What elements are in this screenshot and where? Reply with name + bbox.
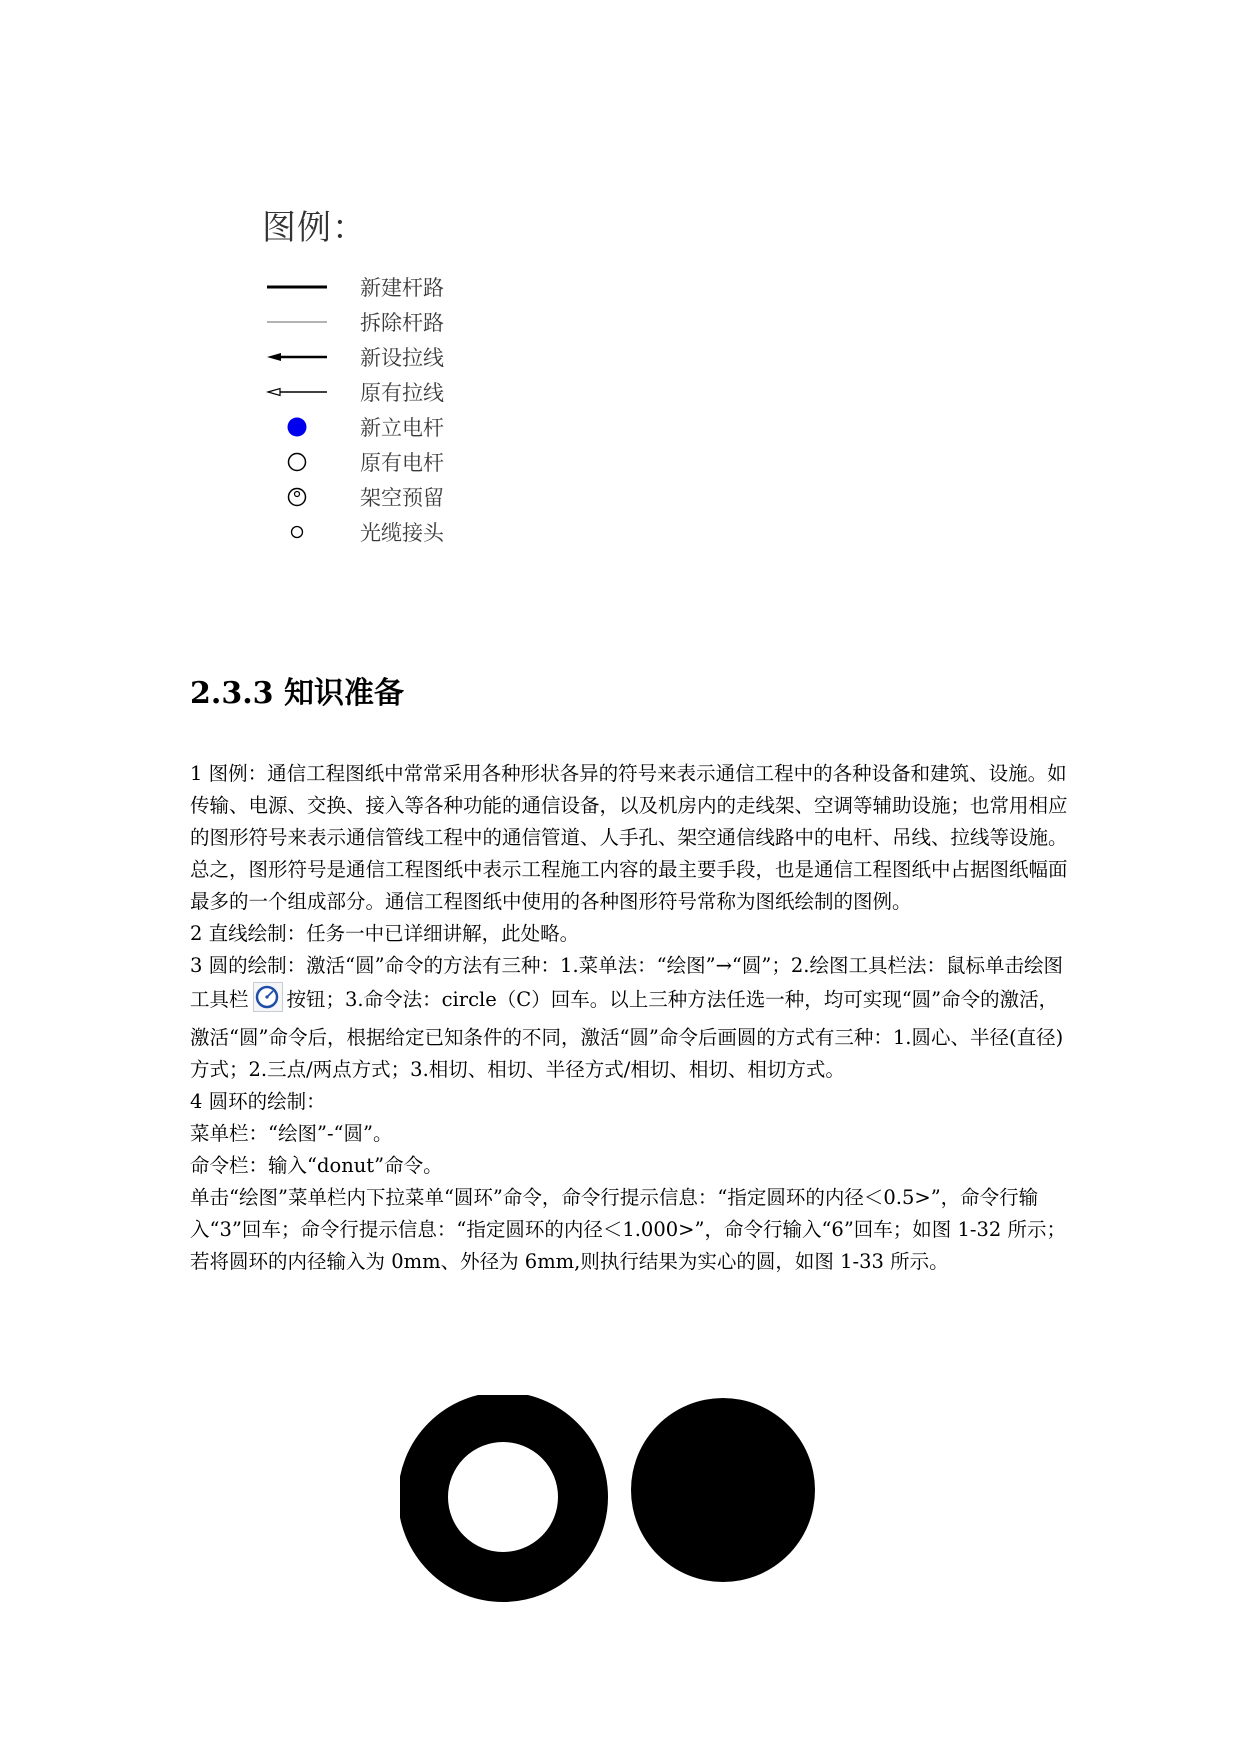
legend-label: 拆除杆路 bbox=[360, 310, 444, 335]
paragraph-donut-heading: 4 圆环的绘制： bbox=[190, 1090, 326, 1113]
section-heading: 2.3.3 知识准备 bbox=[190, 676, 404, 711]
paragraph-line-drawing: 2 直线绘制：任务一中已详细讲解，此处略。 bbox=[190, 922, 580, 945]
legend-label: 新设拉线 bbox=[360, 345, 444, 370]
legend-title: 图例： bbox=[262, 208, 367, 248]
hollow-circle-icon bbox=[262, 447, 332, 477]
thick-line-icon bbox=[262, 272, 332, 302]
donut-figure bbox=[400, 1395, 840, 1629]
hollow-arrow-line-icon bbox=[262, 377, 332, 407]
legend-label: 原有电杆 bbox=[360, 450, 444, 475]
legend-item-aerial-reserve bbox=[262, 479, 562, 514]
paragraph-circle-part2: 按钮；3.命令法：circle（C）回车。以上三种方法任选一种，均可实现“圆”命令的激活，激活“圆”命令后，根据给定已知条件的不同，激活“圆”命令后画圆的方式有三种：1.圆心、半径(直径)方式；2.三点/两点方式；3.相切、相切、半径方式/相切、相切、相切方式。 bbox=[190, 988, 1064, 1081]
legend-label: 光缆接头 bbox=[360, 520, 444, 545]
legend-label: 新建杆路 bbox=[360, 275, 444, 300]
legend-label: 架空预留 bbox=[360, 485, 444, 510]
thin-gray-line-icon bbox=[262, 307, 332, 337]
paragraph-donut-steps: 单击“绘图”菜单栏内下拉菜单“圆环”命令，命令行提示信息：“指定圆环的内径＜0.5>”，命令行输入“3”回车；命令行提示信息：“指定圆环的内径＜1.000>”，命令行输入“6”回车；如图 1-32 所示；若将圆环的内径输入为 0mm、外径为 6mm,则执行结果为实心的圆，如图 1-33 所示。 bbox=[190, 1186, 1066, 1273]
paragraph-legend: 1 图例：通信工程图纸中常常采用各种形状各异的符号来表示通信工程中的各种设备和建筑、设施。如传输、电源、交换、接入等各种功能的通信设备，以及机房内的走线架、空调等辅助设施；也常用相应的图形符号来表示通信管线工程中的通信管道、人手孔、架空通信线路中的电杆、吊线、拉线等设施。总之，图形符号是通信工程图纸中表示工程施工内容的最主要手段，也是通信工程图纸中占据图纸幅面最多的一个组成部分。通信工程图纸中使用的各种图形符号常称为图纸绘制的图例。 bbox=[190, 762, 1068, 913]
paragraph-menu-bar: 菜单栏：“绘图”-“圆”。 bbox=[190, 1122, 393, 1145]
paragraph-circle-part1: 3 圆的绘制：激活“圆”命令的方法有三种：1.菜单法：“绘图”→“圆”；2.绘图工具栏法：鼠标单击绘图工具栏 bbox=[190, 954, 1063, 1011]
legend-label: 新立电杆 bbox=[360, 415, 444, 440]
legend-item-new-route bbox=[262, 269, 562, 304]
small-hollow-circle-icon bbox=[262, 517, 332, 547]
legend-item-existing-guy bbox=[262, 374, 562, 409]
paragraph-command-bar: 命令栏：输入“donut”命令。 bbox=[190, 1154, 443, 1177]
body-text bbox=[190, 758, 1070, 1278]
blue-filled-circle-icon bbox=[262, 412, 332, 442]
legend-label: 原有拉线 bbox=[360, 380, 444, 405]
legend-item-new-guy bbox=[262, 339, 562, 374]
donut-ring bbox=[423, 1417, 583, 1577]
legend-item-new-pole bbox=[262, 409, 562, 444]
legend-item-cable-joint bbox=[262, 514, 562, 549]
circle-with-dot-icon bbox=[262, 482, 332, 512]
paragraph-circle-drawing bbox=[190, 950, 1070, 1086]
legend bbox=[262, 200, 562, 549]
legend-item-existing-pole bbox=[262, 444, 562, 479]
circle-tool-icon bbox=[253, 982, 283, 1022]
solid-arrow-line-icon bbox=[262, 342, 332, 372]
solid-circle bbox=[631, 1398, 815, 1582]
legend-item-remove-route bbox=[262, 304, 562, 339]
